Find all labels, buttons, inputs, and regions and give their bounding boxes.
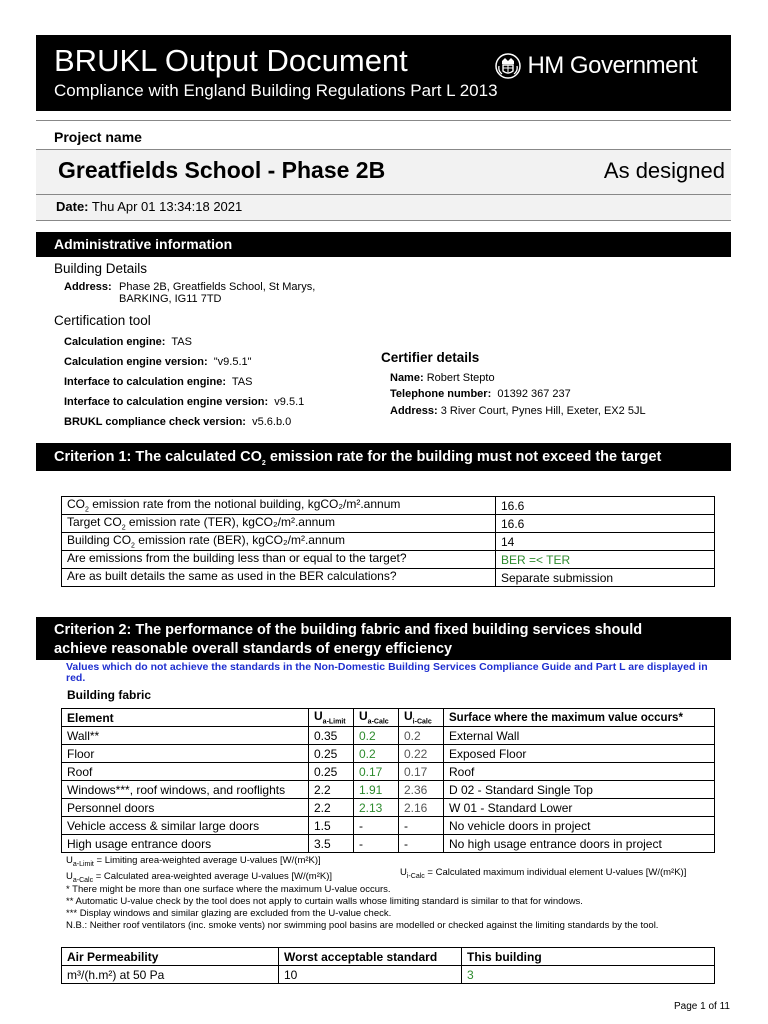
date-band bbox=[36, 195, 731, 221]
certifier-address-row bbox=[390, 405, 646, 417]
col-ui-calc bbox=[399, 709, 444, 727]
ua-limit-symbol: U bbox=[314, 709, 323, 724]
calc-engine-value: TAS bbox=[171, 336, 192, 348]
fabric-ua-calc-cell: 0.2 bbox=[354, 745, 399, 763]
fabric-surface-cell: Roof bbox=[444, 763, 715, 781]
fabric-ui-calc-cell: 2.16 bbox=[399, 799, 444, 817]
address-block bbox=[64, 281, 112, 293]
label-text: emission rate (BER), kgCO₂/m².annum bbox=[134, 533, 345, 548]
ua-limit-sub: a-Limit bbox=[322, 718, 346, 726]
criterion-1-value-cell: 14 bbox=[496, 533, 715, 551]
legend-ua-calc: $U_{a-Calc}$ = Calculated area-weighted average U-values [W/(m²K)] bbox=[66, 870, 333, 884]
fabric-surface-cell: No high usage entrance doors in project bbox=[444, 835, 715, 853]
label-text: CO bbox=[67, 497, 85, 512]
red-values-note: Values which do not achieve the standards in the Non-Domestic Building Services Compliance Guide and Part L are displayed in red. bbox=[66, 661, 708, 684]
fabric-ua-limit-cell: 3.5 bbox=[309, 835, 354, 853]
address-label: Address: bbox=[64, 281, 112, 293]
table-row bbox=[62, 727, 715, 745]
building-fabric-table bbox=[61, 708, 715, 853]
fabric-ua-limit-cell: 0.25 bbox=[309, 745, 354, 763]
label-text: Target CO bbox=[67, 515, 122, 530]
fabric-ui-calc-cell: 2.36 bbox=[399, 781, 444, 799]
criterion-1-label-cell bbox=[62, 551, 496, 569]
certifier-address-label: Address: bbox=[390, 405, 438, 417]
ui-calc-symbol: U bbox=[404, 709, 413, 724]
project-name: Greatfields School - Phase 2B bbox=[58, 157, 386, 183]
air-header-3: This building bbox=[462, 948, 715, 966]
label-text: emission rate (TER), kgCO₂/m².annum bbox=[125, 515, 335, 530]
table-row bbox=[62, 763, 715, 781]
certifier-phone-row bbox=[390, 388, 571, 400]
legend-ua-limit: $U_{a-Limit}$ = Limiting area-weighted average U-values [W/(m²K)] bbox=[66, 855, 321, 868]
fabric-ua-calc-cell: 1.91 bbox=[354, 781, 399, 799]
document-subtitle: Compliance with England Building Regulations Part L 2013 bbox=[54, 81, 498, 100]
project-name-label: Project name bbox=[54, 129, 142, 145]
criterion-1-heading-part: emission rate for the building must not exceed the target bbox=[265, 449, 662, 465]
interface-label: Interface to calculation engine: bbox=[64, 376, 226, 388]
label-sub: 2 bbox=[121, 524, 126, 532]
fabric-ui-calc-cell: 0.2 bbox=[399, 727, 444, 745]
table-header-row bbox=[62, 709, 715, 727]
label-text: Are emissions from the building less than or equal to the target? bbox=[67, 551, 407, 566]
interface-version-label: Interface to calculation engine version: bbox=[64, 396, 269, 408]
air-permeability-table bbox=[61, 947, 715, 984]
ua-calc-symbol: U bbox=[359, 709, 368, 724]
u-value-legend bbox=[66, 855, 332, 887]
brukl-version-value: v5.6.b.0 bbox=[252, 416, 292, 428]
fabric-surface-cell: D 02 - Standard Single Top bbox=[444, 781, 715, 799]
criterion-1-label-cell bbox=[62, 569, 496, 587]
fabric-ua-calc-cell: 2.13 bbox=[354, 799, 399, 817]
document-header bbox=[36, 35, 731, 111]
table-row bbox=[62, 745, 715, 763]
section-criterion-2-heading bbox=[36, 617, 731, 660]
royal-crest-icon bbox=[494, 52, 522, 80]
footnotes bbox=[66, 884, 658, 932]
fabric-ua-limit-cell: 0.25 bbox=[309, 763, 354, 781]
calc-engine-version-value: "v9.5.1" bbox=[213, 356, 252, 368]
fabric-ua-calc-cell: - bbox=[354, 835, 399, 853]
fabric-surface-cell: External Wall bbox=[444, 727, 715, 745]
certifier-name-label: Name: bbox=[390, 372, 424, 384]
criterion-1-value-cell: Separate submission bbox=[496, 569, 715, 587]
fabric-ui-calc-cell: 0.22 bbox=[399, 745, 444, 763]
fabric-element-cell: Vehicle access & similar large doors bbox=[62, 817, 309, 835]
address-line-2: BARKING, IG11 7TD bbox=[119, 293, 222, 305]
fabric-ui-calc-cell: - bbox=[399, 817, 444, 835]
criterion-1-value-cell: BER =< TER bbox=[496, 551, 715, 569]
legend-ui-calc-text: = Calculated maximum individual element U-values [W/(m²K)] bbox=[424, 867, 687, 878]
air-header-2: Worst acceptable standard bbox=[279, 948, 462, 966]
building-details-heading: Building Details bbox=[54, 261, 148, 276]
footnote-1: * There might be more than one surface where the maximum U-value occurs. bbox=[66, 884, 391, 895]
certifier-name-value: Robert Stepto bbox=[426, 372, 495, 384]
air-worst-cell: 10 bbox=[279, 966, 462, 984]
fabric-element-cell: Floor bbox=[62, 745, 309, 763]
calc-engine-row bbox=[64, 336, 192, 348]
divider bbox=[36, 120, 731, 121]
table-row bbox=[62, 781, 715, 799]
calc-engine-version-row bbox=[64, 356, 252, 368]
label-sub: 2 bbox=[131, 542, 135, 550]
hm-government-logo bbox=[494, 51, 697, 81]
document-title: BRUKL Output Document bbox=[54, 43, 408, 78]
air-unit-cell: m³/(h.m²) at 50 Pa bbox=[62, 966, 279, 984]
fabric-ui-calc-cell: - bbox=[399, 835, 444, 853]
section-admin-heading: Administrative information bbox=[36, 232, 731, 257]
fabric-ua-limit-cell: 2.2 bbox=[309, 781, 354, 799]
criterion-1-label-cell bbox=[62, 515, 496, 533]
criterion-1-label-cell bbox=[62, 497, 496, 515]
document-date bbox=[56, 199, 242, 214]
col-ua-limit bbox=[309, 709, 354, 727]
table-row bbox=[62, 835, 715, 853]
project-status: As designed bbox=[603, 158, 725, 183]
legend-ui-calc: $U_{i-Calc}$ = Calculated maximum individual element U-values [W/(m²K)] bbox=[400, 867, 687, 880]
ua-calc-sub: a-Calc bbox=[367, 718, 389, 726]
col-element: Element bbox=[62, 709, 309, 727]
interface-version-value: v9.5.1 bbox=[274, 396, 305, 408]
fabric-ui-calc-cell: 0.17 bbox=[399, 763, 444, 781]
table-row bbox=[62, 497, 715, 515]
brukl-version-label: BRUKL compliance check version: bbox=[64, 416, 246, 428]
fabric-element-cell: Personnel doors bbox=[62, 799, 309, 817]
label-text: Are as built details the same as used in the BER calculations? bbox=[67, 569, 397, 584]
certifier-heading: Certifier details bbox=[381, 350, 480, 365]
date-label: Date: bbox=[56, 199, 89, 214]
air-building-cell: 3 bbox=[462, 966, 715, 984]
table-row bbox=[62, 799, 715, 817]
project-band bbox=[36, 149, 731, 195]
interface-row bbox=[64, 376, 252, 388]
label-text: emission rate from the notional building, kgCO₂/m².annum bbox=[88, 497, 401, 512]
footnote-4: N.B.: Neither roof ventilators (inc. smoke vents) nor swimming pool basins are modelled or checked against the limiting standards by the tool. bbox=[66, 920, 659, 931]
table-row bbox=[62, 569, 715, 587]
fabric-ua-limit-cell: 2.2 bbox=[309, 799, 354, 817]
fabric-ua-calc-cell: 0.2 bbox=[354, 727, 399, 745]
legend-ua-limit-text: = Limiting area-weighted average U-values [W/(m²K)] bbox=[93, 855, 321, 866]
label-sub: 2 bbox=[85, 506, 89, 514]
fabric-element-cell: Wall** bbox=[62, 727, 309, 745]
date-value: Thu Apr 01 13:34:18 2021 bbox=[91, 199, 243, 214]
table-row bbox=[62, 551, 715, 569]
criterion-1-value-cell: 16.6 bbox=[496, 497, 715, 515]
criterion-2-heading-line-1: Criterion 2: The performance of the building fabric and fixed building services should bbox=[54, 622, 643, 638]
calc-engine-label: Calculation engine: bbox=[64, 336, 166, 348]
criterion-1-label-cell bbox=[62, 533, 496, 551]
fabric-ua-calc-cell: 0.17 bbox=[354, 763, 399, 781]
fabric-ua-limit-cell: 1.5 bbox=[309, 817, 354, 835]
ui-calc-sub: i-Calc bbox=[412, 718, 432, 726]
interface-value: TAS bbox=[231, 376, 253, 388]
legend-ua-calc-text: = Calculated area-weighted average U-values [W/(m²K)] bbox=[93, 870, 333, 882]
fabric-surface-cell: No vehicle doors in project bbox=[444, 817, 715, 835]
table-header-row bbox=[62, 948, 715, 966]
calc-engine-version-label: Calculation engine version: bbox=[64, 356, 208, 368]
table-row bbox=[62, 817, 715, 835]
page-number: Page 1 of 11 bbox=[674, 1001, 730, 1012]
criterion-1-table bbox=[61, 496, 715, 587]
fabric-surface-cell: Exposed Floor bbox=[444, 745, 715, 763]
fabric-element-cell: High usage entrance doors bbox=[62, 835, 309, 853]
table-row bbox=[62, 966, 715, 984]
interface-version-row bbox=[64, 396, 304, 408]
col-surface: Surface where the maximum value occurs* bbox=[444, 709, 715, 727]
label-text: Building CO bbox=[67, 533, 132, 548]
criterion-1-heading-part: Criterion 1: The calculated CO bbox=[54, 449, 262, 465]
address-value bbox=[119, 281, 315, 305]
table-row bbox=[62, 515, 715, 533]
section-criterion-1-heading bbox=[36, 443, 731, 471]
footnote-2: ** Automatic U-value check by the tool does not apply to curtain walls whose limiting standard is similar to that for windows. bbox=[66, 896, 583, 907]
fabric-element-cell: Roof bbox=[62, 763, 309, 781]
building-fabric-heading: Building fabric bbox=[67, 688, 151, 702]
hm-government-wordmark: HM Government bbox=[527, 52, 697, 79]
certifier-name-row bbox=[390, 372, 495, 384]
fabric-ua-calc-cell: - bbox=[354, 817, 399, 835]
criterion-1-value-cell: 16.6 bbox=[496, 515, 715, 533]
fabric-ua-limit-cell: 0.35 bbox=[309, 727, 354, 745]
criterion-2-heading-line-2: achieve reasonable overall standards of energy efficiency bbox=[54, 641, 453, 657]
criterion-1-heading-sub: 2 bbox=[261, 459, 266, 467]
table-row bbox=[62, 533, 715, 551]
certifier-address-value: 3 River Court, Pynes Hill, Exeter, EX2 5JL bbox=[440, 405, 646, 417]
col-ua-calc bbox=[354, 709, 399, 727]
air-header-1: Air Permeability bbox=[62, 948, 279, 966]
footnote-3: *** Display windows and similar glazing are excluded from the U-value check. bbox=[66, 908, 392, 919]
certifier-phone-label: Telephone number: bbox=[390, 388, 492, 400]
address-line-1: Phase 2B, Greatfields School, St Marys, bbox=[119, 281, 316, 293]
fabric-surface-cell: W 01 - Standard Lower bbox=[444, 799, 715, 817]
brukl-version-row bbox=[64, 416, 291, 428]
certifier-phone-value: 01392 367 237 bbox=[497, 388, 571, 400]
fabric-element-cell: Windows***, roof windows, and rooflights bbox=[62, 781, 309, 799]
certification-tool-heading: Certification tool bbox=[54, 313, 151, 328]
